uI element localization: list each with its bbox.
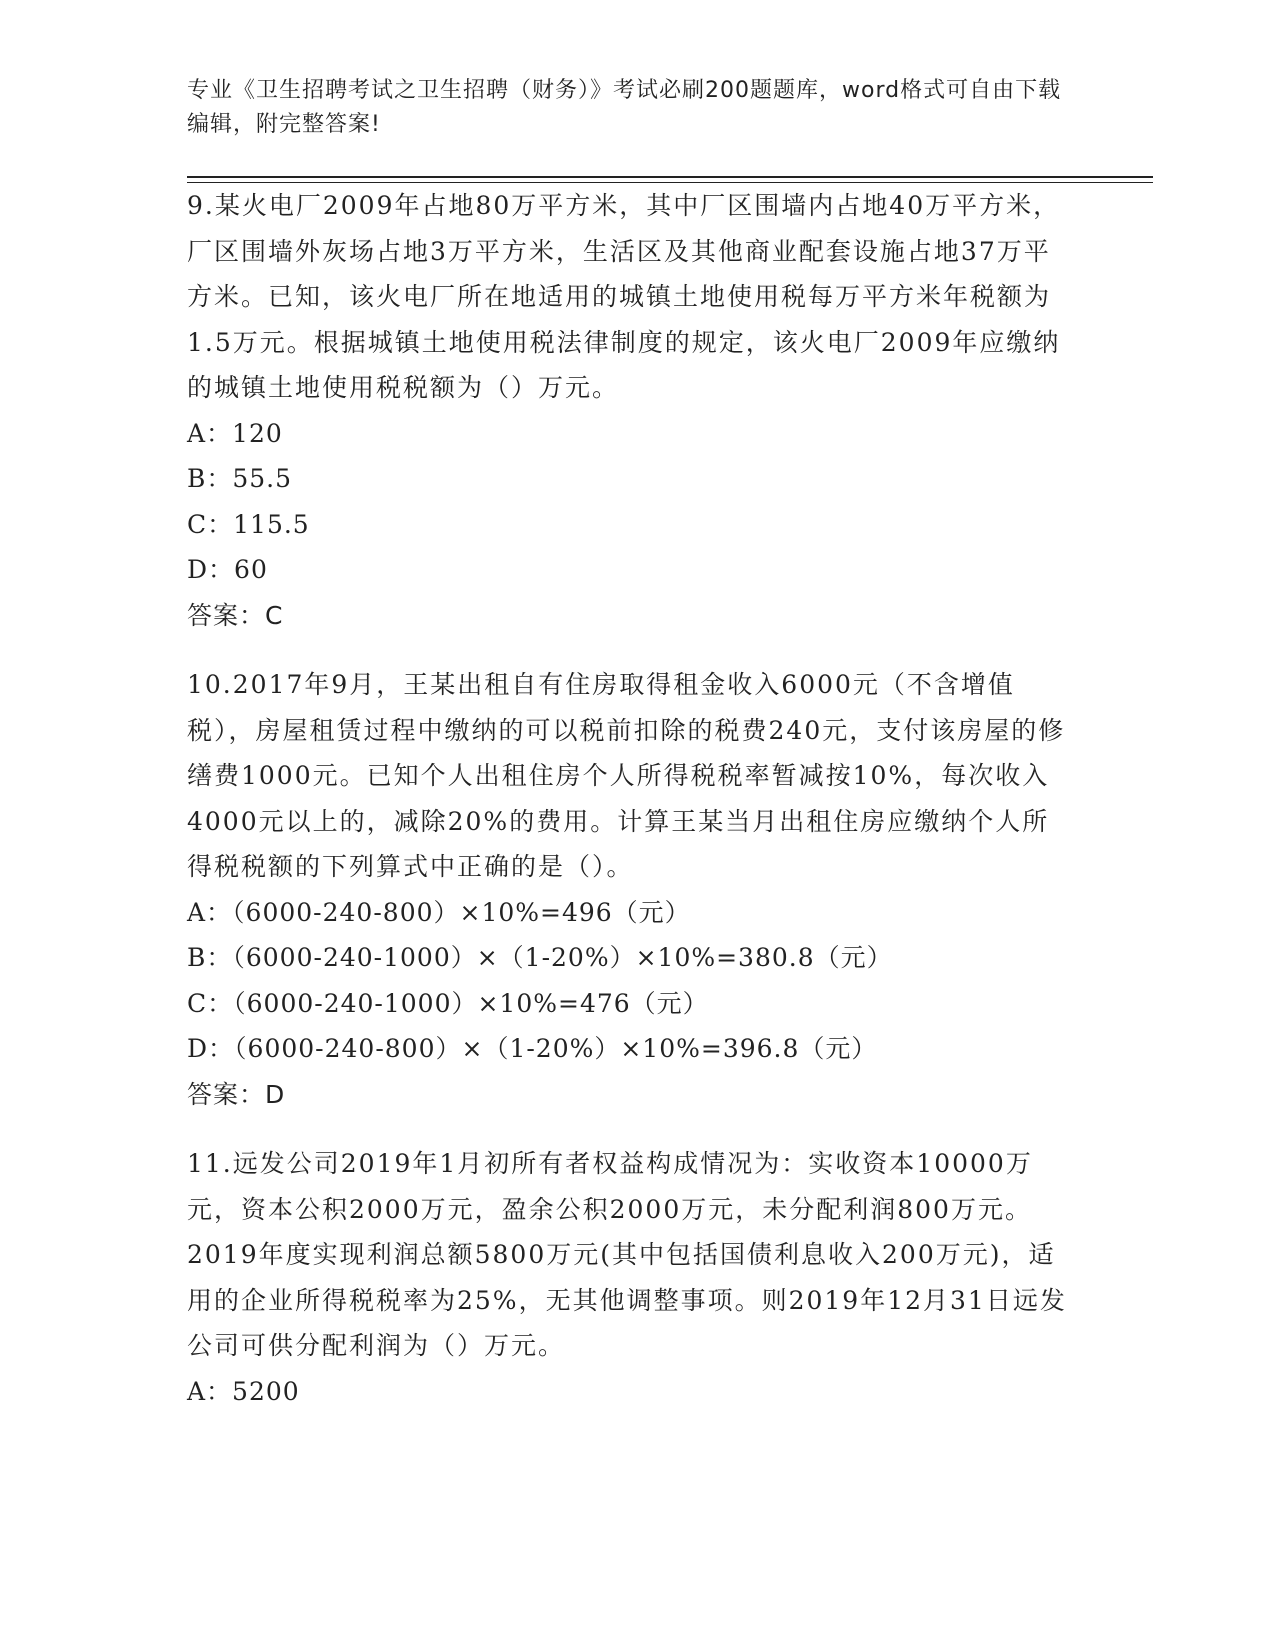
- option-b: B：（6000-240-1000）×（1-20%）×10%=380.8（元）: [187, 943, 893, 972]
- header-divider-thick: [187, 176, 1153, 178]
- question-text: 11.远发公司2019年1月初所有者权益构成情况为：实收资本10000万元，资本公积2000万元，盈余公积2000万元，未分配利润800万元。2019年度实现利润总额5800万元(其中包括国债利息收入200万元)，适用的企业所得税税率为25%，无其他调整事项。则2019年12月31日远发公司可供分配利润为（）万元。: [187, 1149, 1067, 1360]
- question-10: [187, 662, 1067, 1117]
- option-c: C：（6000-240-1000）×10%=476（元）: [187, 988, 709, 1018]
- answer-label: 答案：C: [187, 600, 284, 630]
- question-11: [187, 1141, 1067, 1414]
- option-c: C：115.5: [187, 509, 310, 539]
- question-text: 10.2017年9月，王某出租自有住房取得租金收入6000元（不含增值税），房屋租赁过程中缴纳的可以税前扣除的税费240元，支付该房屋的修缮费1000元。已知个人出租住房个人所得税税率暂减按10%，每次收入4000元以上的，减除20%的费用。计算王某当月出租住房应缴纳个人所得税税额的下列算式中正确的是（）。: [187, 670, 1066, 881]
- option-d: D：60: [187, 555, 268, 584]
- option-a: A：5200: [187, 1376, 300, 1406]
- question-9: [187, 183, 1067, 638]
- option-a: A：120: [187, 418, 283, 448]
- question-text: 9.某火电厂2009年占地80万平方米，其中厂区围墙内占地40万平方米，厂区围墙外灰场占地3万平方米，生活区及其他商业配套设施占地37万平方米。已知，该火电厂所在地适用的城镇土地使用税每万平方米年税额为1.5万元。根据城镇土地使用税法律制度的规定，该火电厂2009年应缴纳的城镇土地使用税税额为（）万元。: [187, 191, 1061, 402]
- option-a: A：（6000-240-800）×10%=496（元）: [187, 897, 691, 927]
- option-b: B：55.5: [187, 464, 293, 493]
- answer-label: 答案：D: [187, 1079, 286, 1109]
- option-d: D：（6000-240-800）×（1-20%）×10%=396.8（元）: [187, 1034, 878, 1063]
- document-header: 专业《卫生招聘考试之卫生招聘（财务）》考试必刷200题题库，word格式可自由下载编辑，附完整答案!: [187, 78, 1062, 137]
